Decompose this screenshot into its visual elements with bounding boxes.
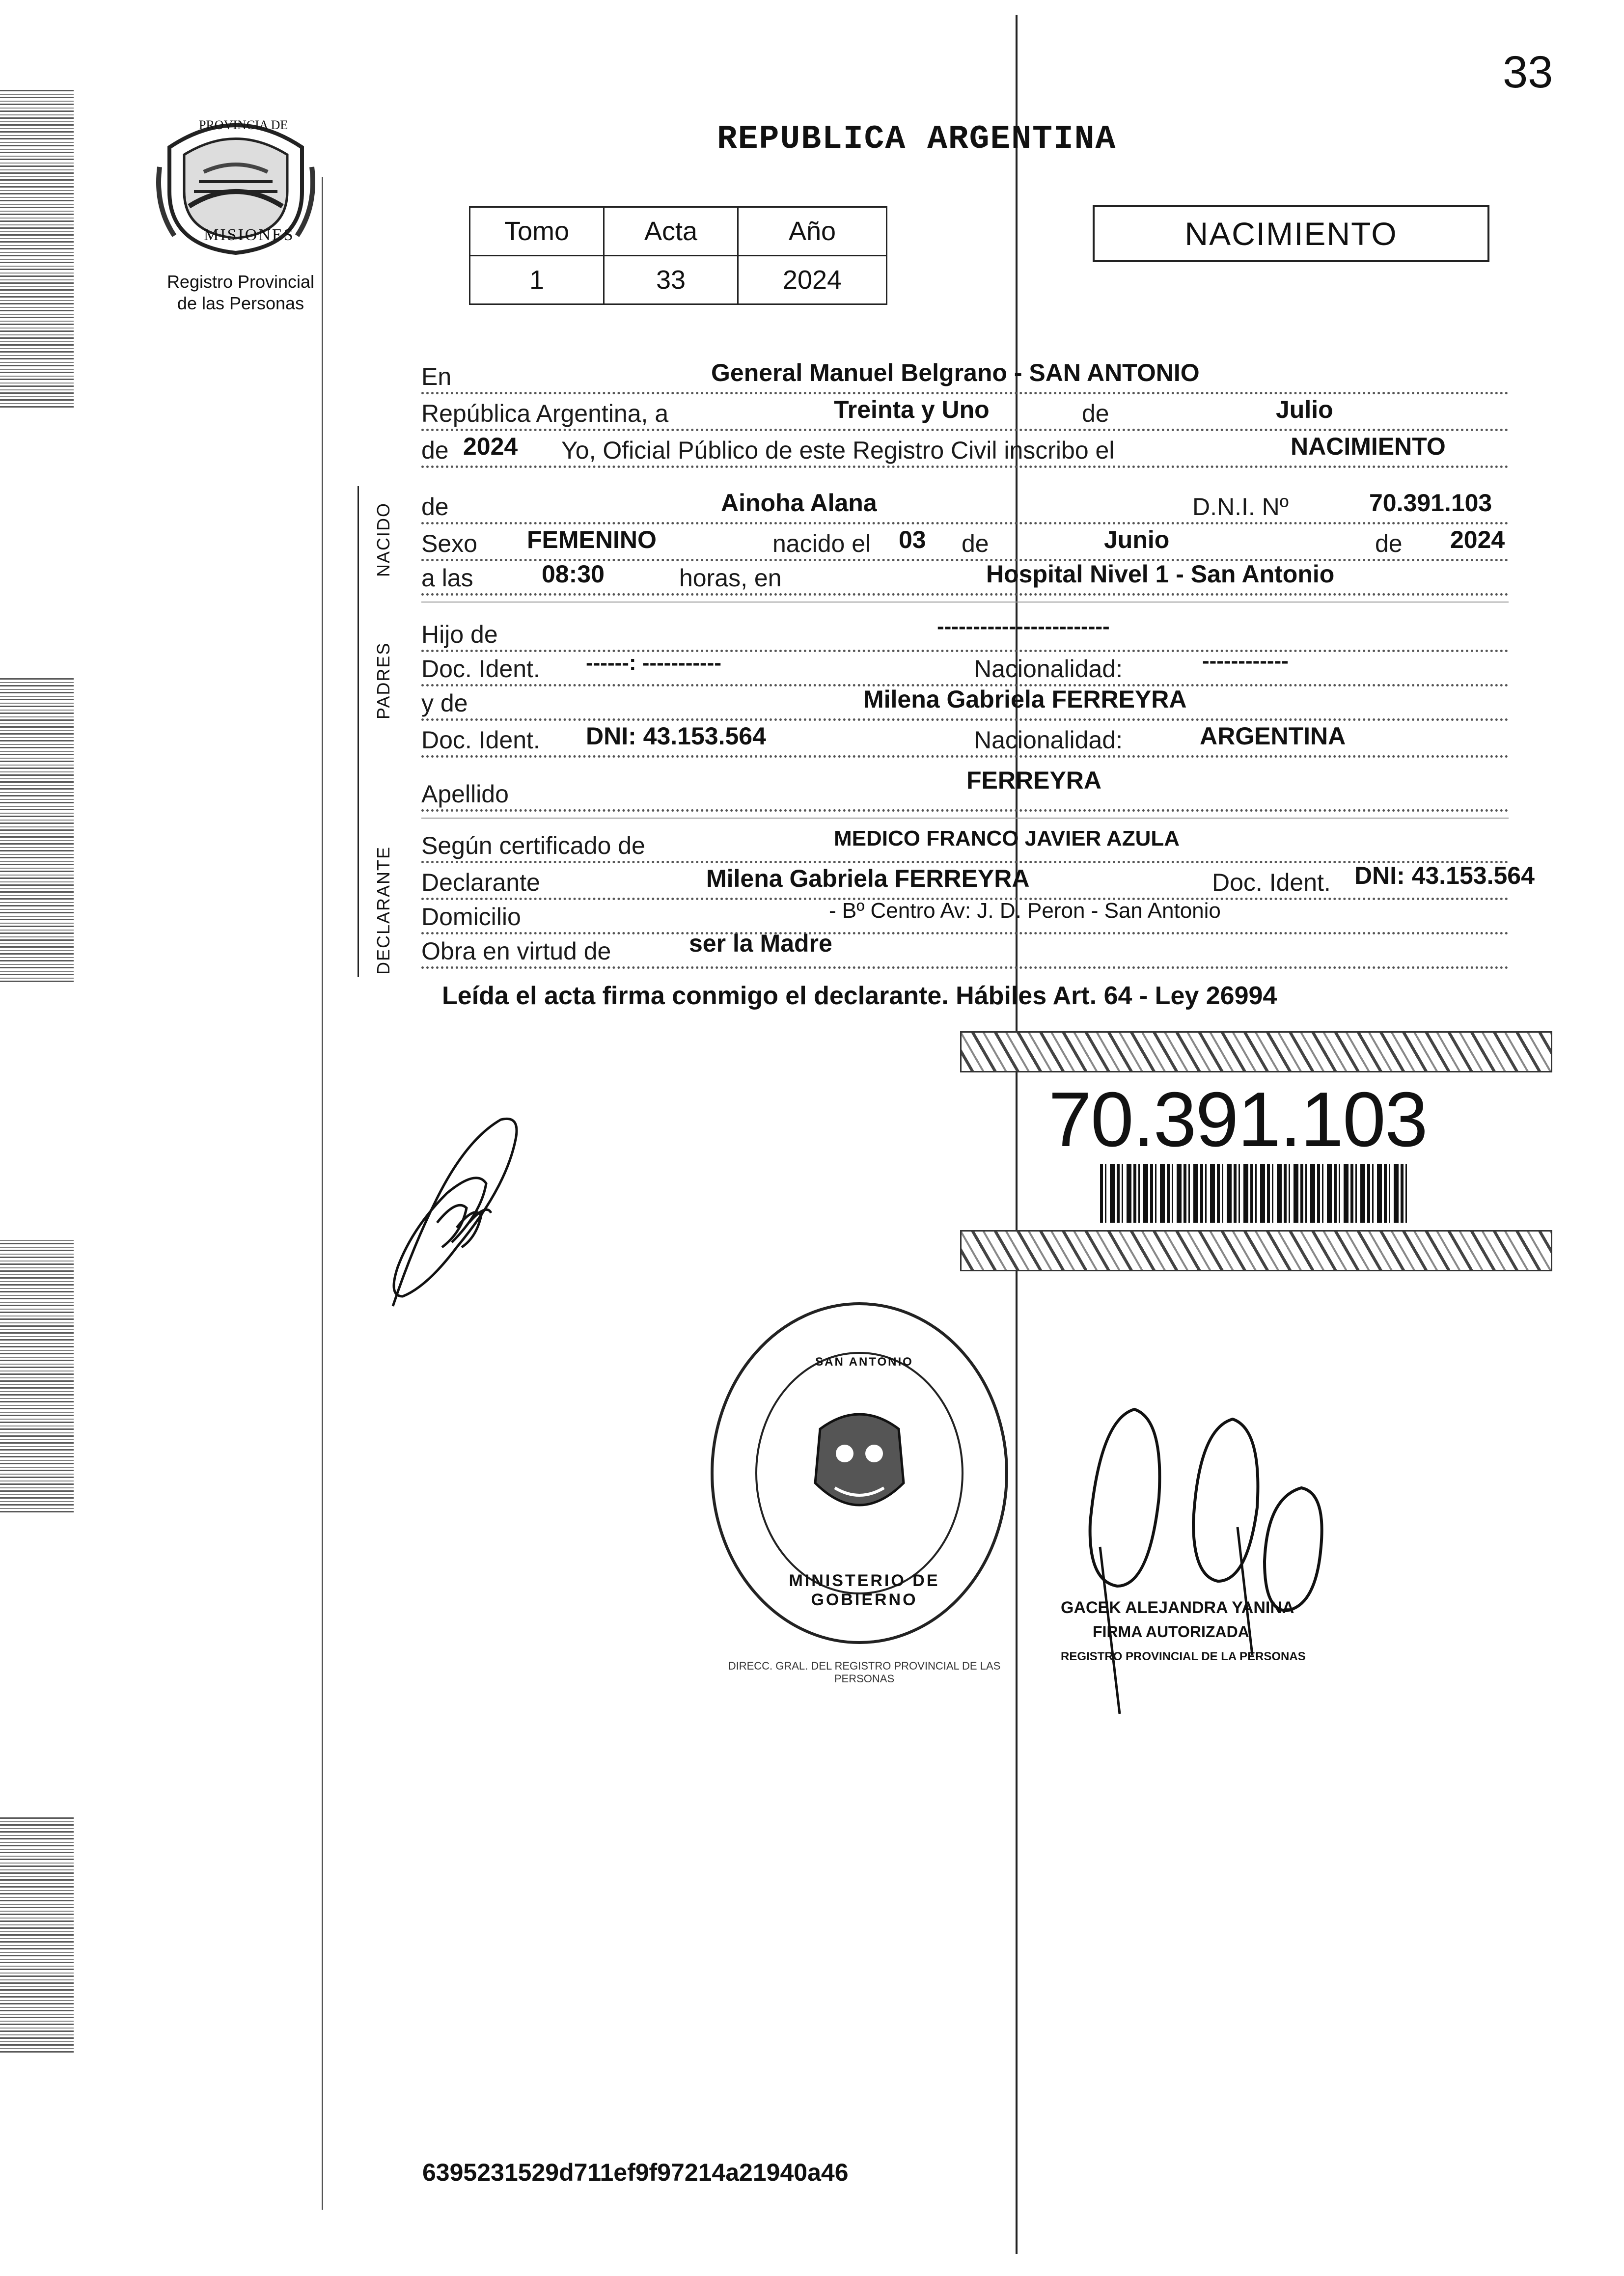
row-fecha-inscripcion: [421, 395, 1509, 431]
value-declarante: Milena Gabriela FERREYRA: [706, 865, 1030, 892]
row-padre-doc: [421, 651, 1509, 686]
value-anio-nacimiento: 2024: [1450, 526, 1505, 553]
official-name: GACEK ALEJANDRA YANINA: [1061, 1598, 1294, 1617]
acta-value: 33: [604, 256, 738, 304]
dni-large-number: 70.391.103: [1048, 1076, 1427, 1163]
acta-header-row: [470, 207, 887, 256]
label-y-de: y de: [421, 689, 468, 717]
fold-line: [1016, 15, 1018, 2254]
label-sexo: Sexo: [421, 530, 477, 557]
row-certificado: [421, 827, 1509, 863]
document-type-box: NACIMIENTO: [1093, 205, 1489, 262]
left-margin-line: [322, 177, 323, 2210]
value-nombre: Ainoha Alana: [721, 489, 877, 517]
label-de-3: de: [421, 493, 449, 521]
label-doc-ident-2: Doc. Ident.: [421, 726, 540, 754]
label-oficial: Yo, Oficial Público de este Registro Civil inscribo el: [561, 437, 1115, 464]
dni-barcode: [1100, 1164, 1409, 1223]
seal-logo-text-bottom: MISIONES: [204, 226, 295, 244]
document-hash: 6395231529d711ef9f97214a21940a46: [422, 2159, 849, 2186]
value-mes-nacimiento: Junio: [1104, 526, 1170, 553]
stamp-outer-text: DIRECC. GRAL. DEL REGISTRO PROVINCIAL DE LAS PERSONAS: [728, 1660, 1001, 1685]
value-anio-inscripcion: 2024: [463, 433, 518, 460]
label-nacionalidad-1: Nacionalidad:: [974, 655, 1123, 683]
label-declarante: Declarante: [421, 869, 540, 896]
label-nacionalidad-2: Nacionalidad:: [974, 726, 1123, 754]
seal-logo-text-top: PROVINCIA DE: [199, 118, 288, 132]
row-oficial: [421, 432, 1509, 468]
anio-value: 2024: [738, 256, 887, 304]
tomo-header: Tomo: [470, 207, 604, 256]
row-madre-doc: [421, 722, 1509, 758]
scan-artifact-3: [0, 1237, 74, 1512]
closing-text: Leída el acta firma conmigo el declarante. Hábiles Art. 64 - Ley 26994: [442, 982, 1277, 1010]
section-divider-line: [358, 486, 359, 977]
scan-artifact-4: [0, 1817, 74, 2053]
acta-values-row: [470, 256, 887, 304]
label-de-4: de: [962, 530, 989, 557]
label-doc-ident-3: Doc. Ident.: [1212, 869, 1331, 896]
label-a-las: a las: [421, 564, 473, 592]
label-de-5: de: [1375, 530, 1403, 557]
anio-header: Año: [738, 207, 887, 256]
row-obra-en-virtud: [421, 930, 1509, 969]
row-domicilio: [421, 899, 1509, 934]
registry-name-line1: Registro Provincial: [166, 272, 315, 292]
acta-header: Acta: [604, 207, 738, 256]
stamp-center-text: SAN ANTONIO: [815, 1355, 913, 1369]
section-label-nacido: NACIDO: [373, 502, 393, 577]
security-band-bottom: [960, 1230, 1552, 1271]
value-lugar: General Manuel Belgrano - SAN ANTONIO: [711, 359, 1200, 386]
label-domicilio: Domicilio: [421, 903, 521, 931]
row-declarante: [421, 862, 1535, 900]
row-padre: [421, 616, 1509, 652]
registry-name-line2: de las Personas: [177, 293, 304, 313]
page-number: 33: [1503, 47, 1553, 97]
section-label-padres: PADRES: [373, 642, 393, 719]
value-sexo: FEMENINO: [527, 526, 657, 553]
section-rule-nacido: [421, 602, 1509, 603]
label-republica-a: República Argentina, a: [421, 400, 669, 427]
row-hora: [421, 560, 1509, 596]
value-padre: ------------------------: [937, 614, 1110, 638]
value-certificado: MEDICO FRANCO JAVIER AZULA: [834, 826, 1180, 850]
value-declarante-doc: DNI: 43.153.564: [1354, 862, 1535, 889]
security-band-top: [960, 1031, 1552, 1072]
label-nacido-el: nacido el: [772, 530, 871, 557]
row-apellido: [421, 767, 1509, 812]
label-en: En: [421, 363, 452, 390]
value-madre: Milena Gabriela FERREYRA: [863, 686, 1187, 713]
scan-artifact-2: [0, 678, 74, 982]
tomo-value: 1: [470, 256, 604, 304]
label-apellido: Apellido: [421, 780, 509, 808]
scan-artifact-1: [0, 88, 74, 408]
label-dni-no: D.N.I. Nº: [1192, 493, 1289, 521]
label-segun-certificado: Según certificado de: [421, 832, 645, 859]
value-mes-inscripcion: Julio: [1276, 396, 1333, 423]
value-padre-nacionalidad: ------------: [1202, 649, 1289, 673]
label-de-2: de: [421, 437, 449, 464]
country-title: REPUBLICA ARGENTINA: [717, 120, 1117, 158]
official-title: FIRMA AUTORIZADA: [1093, 1623, 1249, 1641]
acta-header-table: [469, 206, 887, 305]
value-dia-nacimiento: 03: [899, 526, 926, 553]
declarant-signature: [383, 1100, 530, 1316]
value-madre-nacionalidad: ARGENTINA: [1200, 722, 1346, 750]
label-hijo-de: Hijo de: [421, 621, 498, 648]
label-de-1: de: [1082, 400, 1109, 427]
value-padre-doc: ------: -----------: [586, 651, 721, 675]
section-label-declarante: DECLARANTE: [373, 846, 393, 975]
label-obra-en-virtud: Obra en virtud de: [421, 937, 611, 965]
stamp-inner-text: MINISTERIO DE GOBIERNO: [789, 1571, 940, 1609]
row-sexo: [421, 525, 1509, 561]
row-lugar: [421, 358, 1509, 394]
registry-name: [147, 271, 334, 314]
value-obra-en-virtud: ser la Madre: [689, 930, 832, 957]
official-registry: REGISTRO PROVINCIAL DE LA PERSONAS: [1061, 1650, 1306, 1663]
official-signature: [1071, 1399, 1346, 1733]
label-horas-en: horas, en: [679, 564, 782, 592]
label-doc-ident-1: Doc. Ident.: [421, 655, 540, 683]
value-hora: 08:30: [542, 560, 605, 588]
value-dni: 70.391.103: [1369, 489, 1492, 517]
value-lugar-nacimiento: Hospital Nivel 1 - San Antonio: [986, 560, 1335, 588]
section-rule-padres: [421, 818, 1509, 819]
value-dia-inscripcion: Treinta y Uno: [834, 396, 990, 423]
value-domicilio: - Bº Centro Av: J. D. Peron - San Antonio: [829, 899, 1221, 923]
value-apellido: FERREYRA: [966, 767, 1102, 794]
row-madre: [421, 685, 1509, 721]
value-tipo-inscripcion: NACIMIENTO: [1291, 433, 1446, 460]
row-nombre: [421, 489, 1509, 524]
value-madre-doc: DNI: 43.153.564: [586, 722, 766, 750]
